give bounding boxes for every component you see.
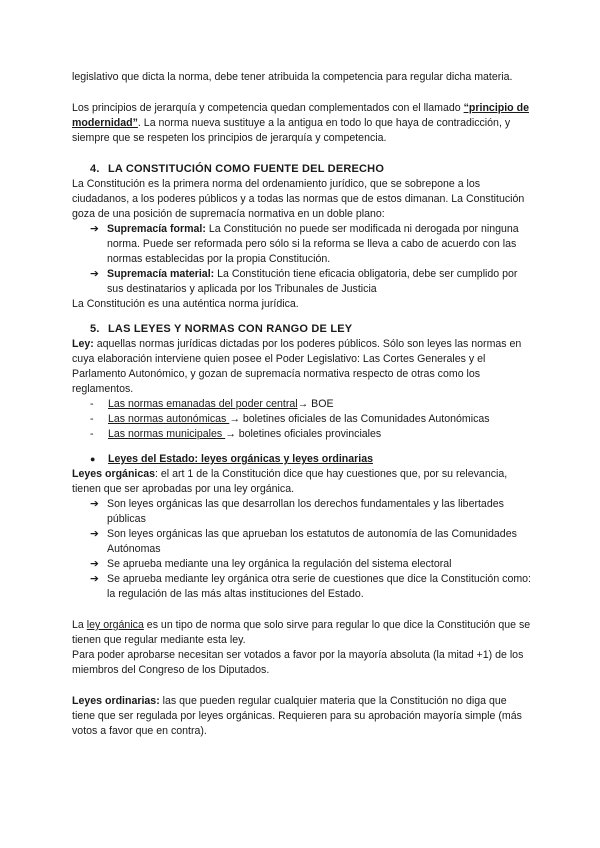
mayoria-absoluta-paragraph: Para poder aprobarse necesitan ser votados a favor por la mayoría absoluta (la mitad +1) de los miembros del Congreso de los Diputados. [72, 649, 524, 676]
bullet-icon: ● [90, 454, 96, 464]
arrow-icon: ➔ [90, 223, 99, 235]
ley-definition [72, 337, 532, 397]
dash-marker: - [90, 428, 94, 440]
organicas-text: : el art 1 de la Constitución dice que hay cuestiones que, por su relevancia, tienen que ser aprobadas por una ley orgánica. [72, 468, 508, 495]
normas-destination: → BOE [297, 398, 334, 410]
ordinarias-paragraph [72, 694, 532, 739]
list-item-text: Son leyes orgánicas las que desarrollan los derechos fundamentales y las libertades públicas [107, 498, 504, 525]
list-item-term: Supremacía formal: [107, 223, 206, 235]
ley-term: Ley: [72, 338, 94, 350]
list-item [90, 557, 532, 572]
list-item [90, 267, 532, 297]
arrow-icon: ➔ [90, 268, 99, 280]
normas-link: Las normas municipales [108, 428, 226, 440]
arrow-icon: ➔ [90, 573, 99, 585]
organicas-term: Leyes orgánicas [72, 468, 156, 480]
supremacia-list [72, 222, 532, 297]
section-4-body: La Constitución es la primera norma del ordenamiento jurídico, que se sobrepone a los ciudadanos, a los poderes públicos y a todas las normas que de estos dimanan. La Constitución goza de una posición de supremacía normativa en un doble plano: [72, 178, 525, 220]
section-4-title: LA CONSTITUCIÓN COMO FUENTE DEL DERECHO [108, 163, 385, 175]
ley-organica-text-before: La [72, 619, 87, 631]
modernidad-text-after: . La norma nueva sustituye a la antigua en todo lo que haya de contradicción, y siempre que se respeten los principios de jerarquía y competencia. [72, 117, 511, 144]
arrow-icon: ➔ [90, 498, 99, 510]
ley-organica-term: ley orgánica [86, 619, 144, 631]
list-item-term: Supremacía material: [107, 268, 215, 280]
list-item [90, 497, 532, 527]
list-item [90, 527, 532, 557]
list-item [90, 412, 532, 427]
organicas-definition [72, 467, 532, 497]
document-page [72, 70, 532, 739]
organicas-list [72, 497, 532, 602]
list-item [90, 427, 532, 442]
section-4-heading [72, 162, 532, 177]
normas-destination: → boletines oficiales de las Comunidades Autonómicas [229, 413, 490, 425]
modernidad-paragraph [72, 101, 532, 146]
section-5-title: LAS LEYES Y NORMAS CON RANGO DE LEY [108, 323, 353, 335]
list-item-text: La Constitución no puede ser modificada ni derogada por ninguna norma. Puede ser reformada pero sólo si la reforma se lleva a cabo de acuerdo con las normas establecidas por la propia Constitución. [107, 223, 519, 265]
intro-paragraph: legislativo que dicta la norma, debe tener atribuida la competencia para regular dicha materia. [72, 71, 513, 83]
leyes-estado-subheading [72, 452, 532, 467]
section-4-number: 4. [90, 163, 100, 175]
list-item [90, 222, 532, 267]
normas-link: Las normas autonómicas [108, 413, 230, 425]
modernidad-term: “principio de modernidad” [72, 102, 529, 129]
section-5-heading [72, 322, 532, 337]
normas-destination: → boletines oficiales provinciales [225, 428, 382, 440]
list-item-text: La Constitución tiene eficacia obligatoria, debe ser cumplido por sus destinatarios y aplicada por los Tribunales de Justicia [107, 268, 518, 295]
leyes-estado-title: Leyes del Estado: leyes orgánicas y leyes ordinarias [108, 453, 373, 465]
list-item [90, 397, 532, 412]
ordinarias-text: las que pueden regular cualquier materia que la Constitución no diga que tiene que ser regulada por leyes orgánicas. Requieren para su aprobación mayoría simple (más votos a favor que en contra). [72, 695, 522, 737]
ley-text: aquellas normas jurídicas dictadas por los poderes públicos. Sólo son leyes las normas en cuya elaboración interviene quien posee el Poder Legislativo: Las Cortes Generales y el Parlamento Autonómico, y gozan de supremacía normativa respecto de otras como los reglamentos. [72, 338, 522, 395]
arrow-icon: ➔ [90, 528, 99, 540]
list-item-text: Son leyes orgánicas las que aprueban los estatutos de autonomía de las Comunidades Autónomas [107, 528, 517, 555]
section-5-number: 5. [90, 323, 100, 335]
ley-organica-paragraph [72, 618, 532, 648]
normas-list [72, 397, 532, 442]
ordinarias-term: Leyes ordinarias: [72, 695, 160, 707]
section-4-closing: La Constitución es una auténtica norma jurídica. [72, 298, 299, 310]
ley-organica-text-after: es un tipo de norma que solo sirve para regular lo que dice la Constitución que se tienen que regular mediante esta ley. [72, 619, 531, 646]
modernidad-text-before: Los principios de jerarquía y competencia quedan complementados con el llamado [72, 102, 464, 114]
list-item [90, 572, 532, 602]
dash-marker: - [90, 398, 94, 410]
arrow-icon: ➔ [90, 558, 99, 570]
list-item-text: Se aprueba mediante una ley orgánica la regulación del sistema electoral [107, 558, 452, 570]
normas-link: Las normas emanadas del poder central [108, 398, 298, 410]
dash-marker: - [90, 413, 94, 425]
list-item-text: Se aprueba mediante ley orgánica otra serie de cuestiones que dice la Constitución como: la regulación de las más altas instituciones del Estado. [107, 573, 532, 600]
